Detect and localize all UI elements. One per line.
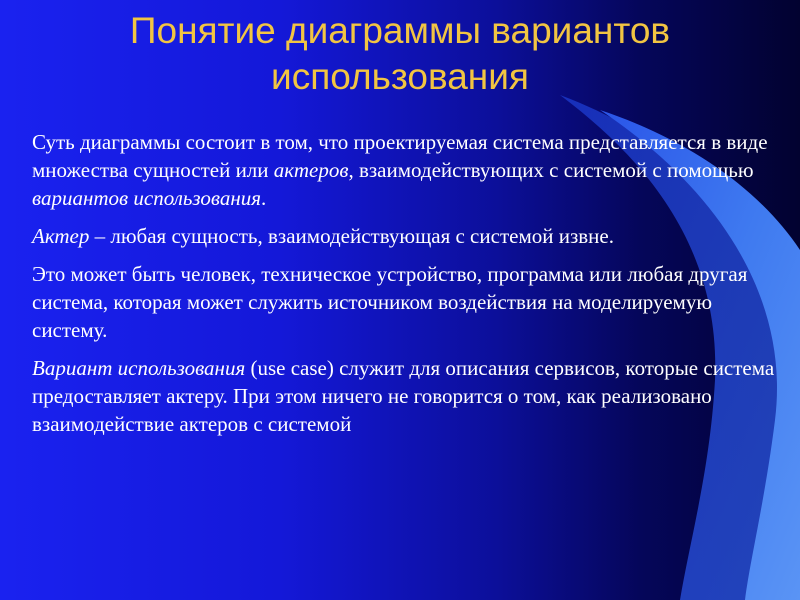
p2-text: – любая сущность, взаимодействующая с системой извне. xyxy=(89,224,614,248)
p4-term-use-case: Вариант использования xyxy=(32,356,246,380)
p1-term-actors: актеров xyxy=(273,158,349,182)
p1-term-use-cases: вариантов использования xyxy=(32,186,262,210)
paragraph-actor-definition xyxy=(32,222,777,250)
title-line-2: использования xyxy=(271,56,529,97)
p2-term-actor: Актер xyxy=(32,224,90,248)
p3-text: Это может быть человек, техническое устройство, программа или любая другая система, которая может служить источником воздействия на моделируемую систему. xyxy=(32,262,748,342)
paragraph-use-case-definition xyxy=(32,354,777,438)
slide-body xyxy=(32,128,777,448)
paragraph-essence xyxy=(32,128,777,212)
p1-text-a: Суть диаграммы состоит в том, что проектируемая система представляется в виде множества сущностей или xyxy=(32,130,768,182)
slide-title xyxy=(40,8,760,100)
paragraph-actor-examples xyxy=(32,260,777,344)
p1-text-e: . xyxy=(261,186,267,210)
p1-text-c: , взаимодействующих с системой с помощью xyxy=(348,158,754,182)
title-line-1: Понятие диаграммы вариантов xyxy=(129,10,671,51)
p4-text: (use case) служит для описания сервисов, которые система предоставляет актеру. При этом ничего не говорится о том, как реализовано взаимодействие актеров с системой xyxy=(32,356,775,436)
